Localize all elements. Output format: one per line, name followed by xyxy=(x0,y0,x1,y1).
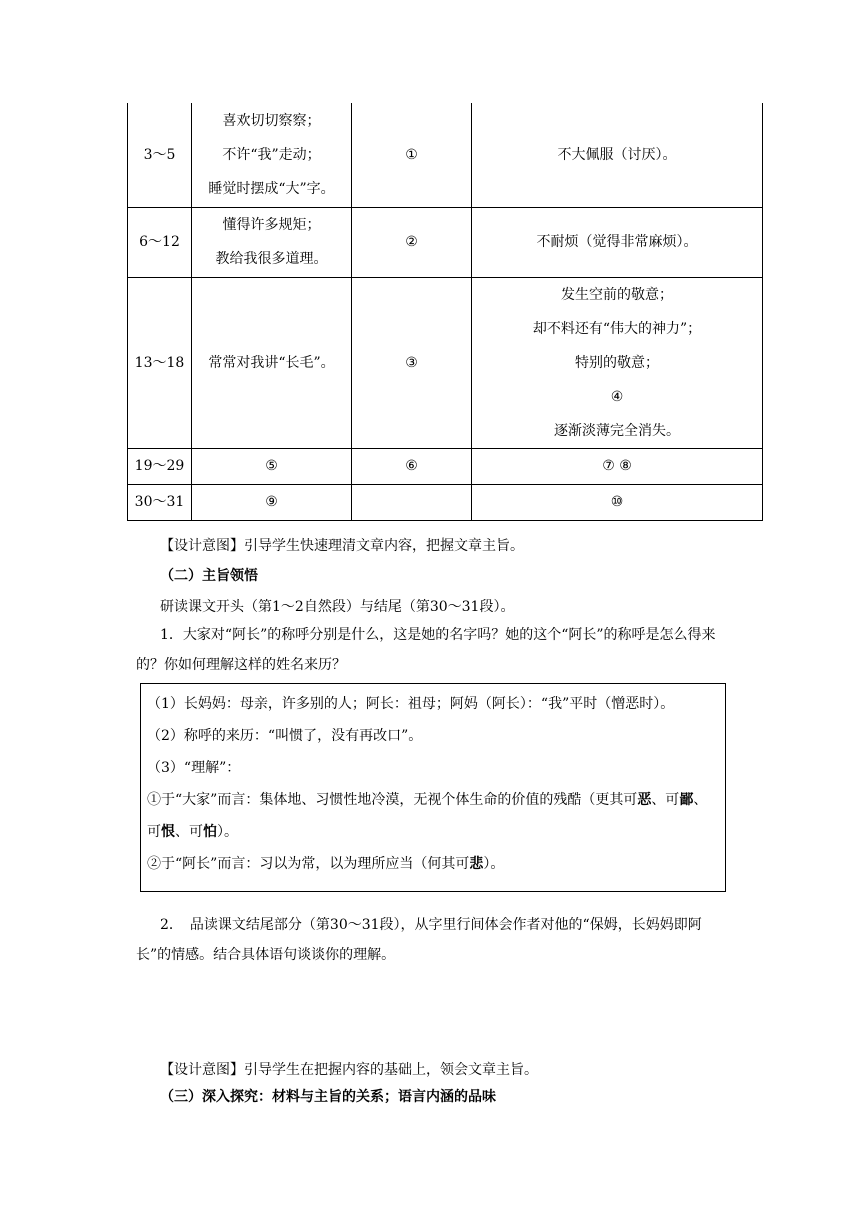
behavior-line: 懂得许多规矩； xyxy=(222,217,321,233)
blank-marker-cell xyxy=(352,484,472,520)
answer-line xyxy=(147,848,725,880)
feeling-cell xyxy=(472,277,763,448)
behavior-cell xyxy=(192,207,352,277)
feeling-line: 不大佩服（讨厌）。 xyxy=(557,146,677,163)
behavior-cell xyxy=(192,448,352,484)
blank-marker-cell: ② xyxy=(352,207,472,277)
behavior-line: ⑤ xyxy=(265,458,278,474)
answer-line: （2）称呼的来历：“叫惯了，没有再改口”。 xyxy=(147,728,423,744)
answer-text: ）。 xyxy=(483,856,505,872)
table-row xyxy=(128,448,763,484)
behavior-line: 常常对我讲“长毛”。 xyxy=(208,354,335,371)
behavior-cell xyxy=(192,484,352,520)
feeling-line: 特别的敬意； xyxy=(575,354,659,371)
emphasis-char: 悲 xyxy=(469,856,484,872)
design-intent-note: 【设计意图】引导学生在把握内容的基础上，领会文章主旨。 xyxy=(160,1062,538,1078)
behavior-cell xyxy=(192,103,352,207)
table-row xyxy=(128,484,763,520)
section-heading: （三）深入探究：材料与主旨的关系；语言内涵的品味 xyxy=(160,1089,496,1105)
feeling-cell xyxy=(472,448,763,484)
feeling-line: ⑩ xyxy=(610,494,624,510)
behavior-line: 教给我很多道理。 xyxy=(215,251,328,267)
answer-line: （3）“理解”： xyxy=(147,760,241,776)
behavior-line: 不许“我”走动； xyxy=(222,146,321,163)
paragraph-range-cell: 13～18 xyxy=(128,277,192,448)
answer-text: ）。 xyxy=(217,824,238,840)
feeling-line: 发生空前的敬意； xyxy=(561,286,673,303)
paragraph-range-cell: 6～12 xyxy=(128,207,192,277)
paragraph-range-cell: 30～31 xyxy=(128,484,192,520)
feeling-cell xyxy=(472,484,763,520)
section-heading: （二）主旨领悟 xyxy=(160,568,258,584)
blank-marker-cell: ① xyxy=(352,103,472,207)
answer-text: ①于“大家”而言：集体地、习惯性地冷漠，无视个体生命的价值的残酷（更其可 xyxy=(147,792,638,808)
feeling-cell xyxy=(472,103,763,207)
feeling-line: 不耐烦（觉得非常麻烦）。 xyxy=(536,234,698,250)
question-1: 1．大家对“阿长”的称呼分别是什么，这是她的名字吗？她的这个“阿长”的称呼是怎么得来的？你如何理解这样的姓名来历？ xyxy=(136,627,716,673)
behavior-cell xyxy=(192,277,352,448)
answer-line: （1）长妈妈：母亲，许多别的人；阿长：祖母；阿妈（阿长）：“我”平时（憎恶时）。 xyxy=(147,696,675,712)
table-row xyxy=(128,277,763,448)
feeling-line: ④ xyxy=(610,388,624,405)
answer-text: 、可 xyxy=(651,792,680,808)
behavior-line: 喜欢切切察察； xyxy=(222,112,321,129)
answer-line xyxy=(147,784,719,848)
analysis-table xyxy=(127,103,763,521)
emphasis-char: 恶 xyxy=(637,792,652,808)
blank-marker-cell: ③ xyxy=(352,277,472,448)
emphasis-char: 鄙 xyxy=(679,792,694,808)
table-row xyxy=(128,103,763,207)
answer-box xyxy=(140,683,726,892)
section-intro: 研读课文开头（第1～2自然段）与结尾（第30～31段）。 xyxy=(160,599,515,615)
feeling-line: 逐渐淡薄完全消失。 xyxy=(554,422,680,439)
question-2: 2． 品读课文结尾部分（第30～31段），从字里行间体会作者对他的“保姆，长妈妈即阿长”的情感。结合具体语句谈谈你的理解。 xyxy=(136,917,702,963)
feeling-cell xyxy=(472,207,763,277)
feeling-line: 却不料还有“伟大的神力”； xyxy=(532,320,702,337)
emphasis-char: 恨 xyxy=(161,824,175,840)
answer-text: 、可 xyxy=(175,824,203,840)
behavior-line: 睡觉时摆成“大”字。 xyxy=(208,180,335,197)
behavior-line: ⑨ xyxy=(265,494,278,510)
table-row xyxy=(128,207,763,277)
design-intent-note: 【设计意图】引导学生快速理清文章内容，把握文章主旨。 xyxy=(160,538,524,554)
feeling-line: ⑦ ⑧ xyxy=(602,458,632,474)
answer-text: ②于“阿长”而言：习以为常，以为理所应当（何其可 xyxy=(147,856,470,872)
paragraph-range-cell: 3～5 xyxy=(128,103,192,207)
blank-marker-cell: ⑥ xyxy=(352,448,472,484)
emphasis-char: 怕 xyxy=(203,824,217,840)
paragraph-range-cell: 19～29 xyxy=(128,448,192,484)
answer-text: 、可 xyxy=(147,792,708,840)
